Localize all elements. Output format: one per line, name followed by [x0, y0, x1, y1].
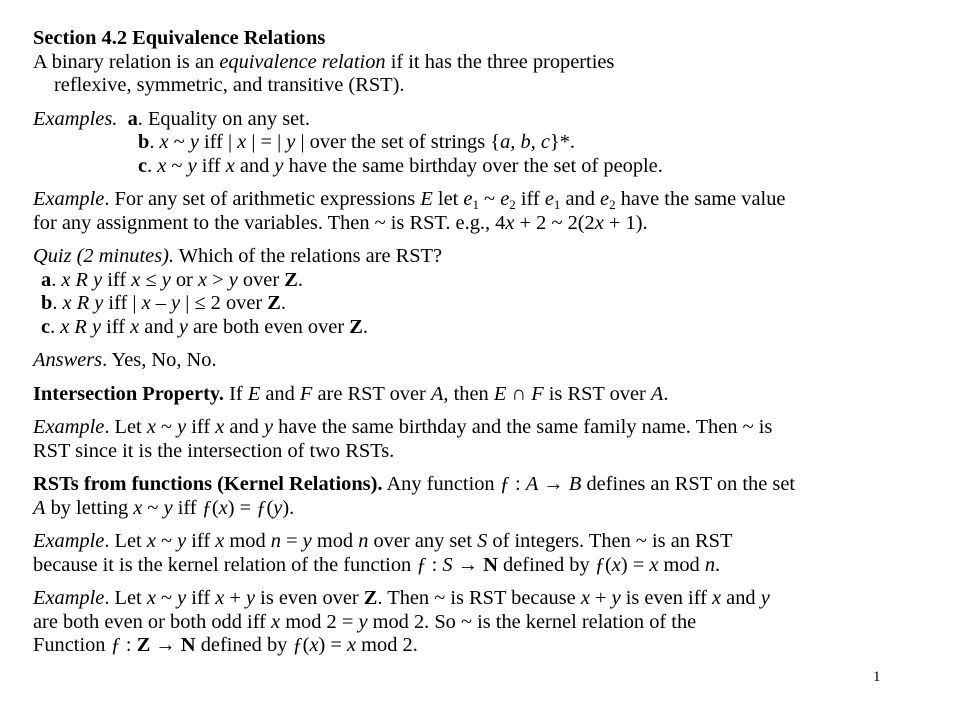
example-label: Example [33, 188, 105, 210]
example-label: Example [33, 416, 105, 438]
kernel-line-2: A by letting x ~ y iff ƒ(x) = ƒ(y). [33, 496, 295, 519]
example-mod-line-2: because it is the kernel relation of the function ƒ : S → N defined by ƒ(x) = x mod n. [33, 553, 721, 576]
arrow-symbol: → [452, 553, 484, 576]
examples-label: Examples. [33, 107, 118, 130]
kernel-line-1: RSTs from functions (Kernel Relations). Any function ƒ : A → B defines an RST on the set [33, 473, 796, 495]
quiz-label: Quiz (2 minutes). [33, 245, 175, 267]
example-birthday-line-1: Example. Let x ~ y iff x and y have the same birthday and the same family name. Then ~ is [33, 416, 773, 438]
example-mod-line-1: Example. Let x ~ y iff x mod n = y mod n over any set S of integers. Then ~ is an RST [33, 530, 733, 552]
examples-b: b. x ~ y iff | x | = | y | over the set of strings {a, b, c}*. [138, 131, 576, 153]
examples-a [33, 108, 943, 132]
kernel-label: RSTs from functions (Kernel Relations). [33, 473, 383, 495]
answers: Answers. Yes, No, No. [33, 349, 217, 371]
example-arith-line-2: for any assignment to the variables. Then ~ is RST. e.g., 4x + 2 ~ 2(2x + 1). [33, 211, 648, 234]
intersection-symbol: ∩ [506, 382, 532, 405]
quiz-c: c. x R y iff x and y are both even over Z. [41, 315, 368, 338]
example-text: . Equality on any set. [137, 107, 310, 130]
example-arith-line-1: Example. For any set of arithmetic expressions E let $e_1$ ~ $e_2$ iff $e_1$ and $e_2$ have the same value [33, 188, 786, 212]
intersection-property: Intersection Property. If E and F are RST over A, then E ∩ F is RST over A. [33, 382, 669, 405]
item-label: b [138, 131, 150, 153]
item-label: b [41, 292, 53, 314]
property-label: Intersection Property. [33, 382, 225, 405]
example-even-line-2: are both even or both odd iff x mod 2 = y mod 2. So ~ is the kernel relation of the [33, 610, 697, 633]
examples-c: c. x ~ y iff x and y have the same birthday over the set of people. [138, 154, 663, 177]
definition-line-2: reflexive, symmetric, and transitive (RST). [54, 74, 405, 96]
answers-label: Answers [33, 349, 103, 371]
section-title: Section 4.2 Equivalence Relations [33, 27, 326, 49]
arrow-symbol: → [538, 473, 569, 495]
quiz-a: a. x R y iff x ≤ y or x > y over Z. [41, 268, 303, 291]
item-label: a [41, 268, 52, 291]
quiz-b: b. x R y iff | x – y | ≤ 2 over Z. [41, 292, 287, 314]
item-label: c [41, 315, 51, 338]
arrow-symbol: → [150, 634, 181, 656]
example-label: Example [33, 587, 105, 609]
def-term: equivalence relation [219, 50, 386, 73]
definition-line-1 [33, 51, 943, 75]
quiz-question: Quiz (2 minutes). Which of the relations are RST? [33, 245, 443, 267]
example-even-line-3: Function ƒ : Z → N defined by ƒ(x) = x mod 2. [33, 634, 418, 656]
page-number: 1 [873, 669, 881, 685]
def-text: A binary relation is an [33, 50, 215, 73]
example-birthday-line-2: RST since it is the intersection of two RSTs. [33, 439, 395, 462]
example-even-line-1: Example. Let x ~ y iff x + y is even over Z. Then ~ is RST because x + y is even iff x and y [33, 587, 770, 609]
example-label: Example [33, 530, 105, 552]
slide-content [33, 27, 943, 658]
item-label: a [127, 107, 138, 130]
item-label: c [138, 154, 148, 177]
def-text: if it has the three properties [390, 50, 615, 73]
